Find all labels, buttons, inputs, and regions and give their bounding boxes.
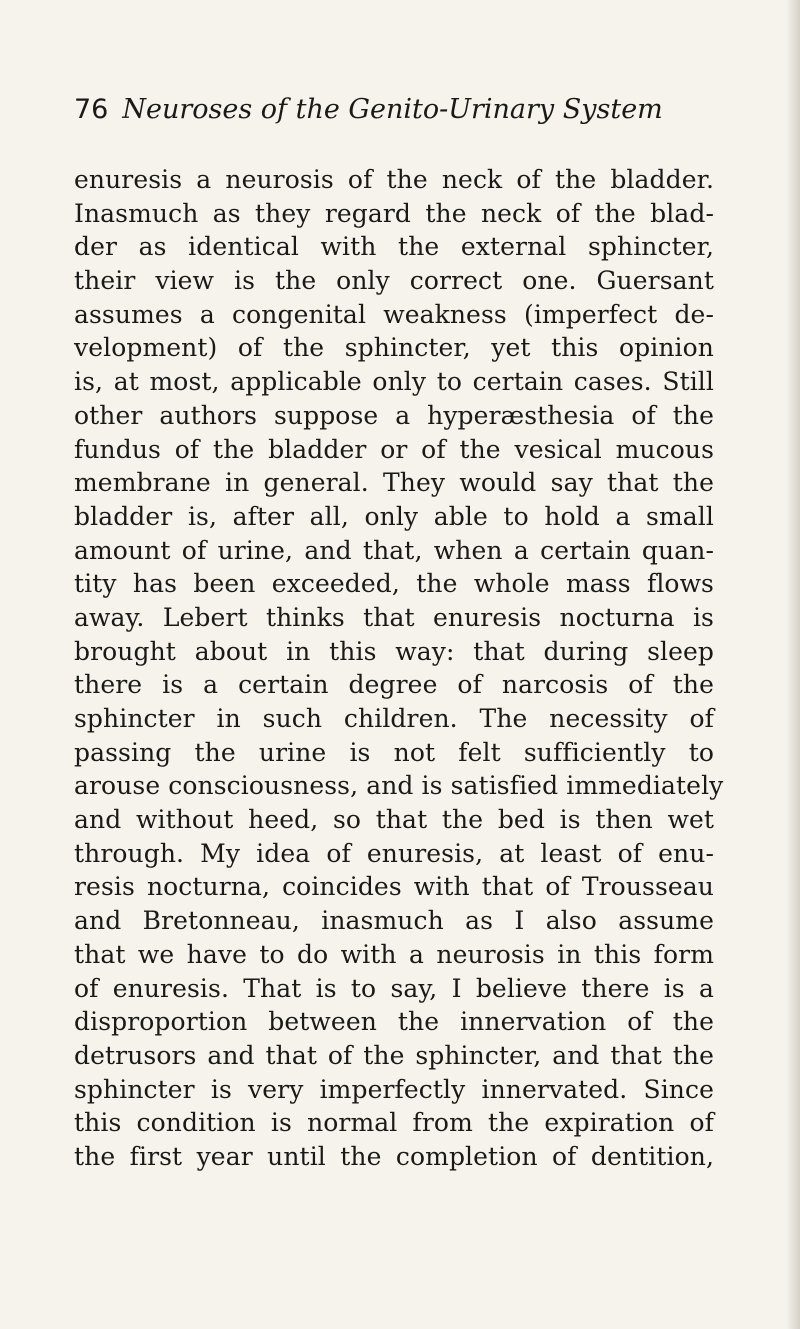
text-line: amount of urine, and that, when a certain quan- — [74, 535, 714, 565]
text-line: of enuresis. That is to say, I believe there is a — [74, 973, 714, 1003]
text-line: velopment) of the sphincter, yet this opinion — [74, 333, 714, 363]
text-line: membrane in general. They would say that the — [74, 468, 714, 498]
text-line: disproportion between the innervation of the — [74, 1007, 714, 1037]
text-line: passing the urine is not felt sufficiently to — [74, 737, 714, 767]
text-line: brought about in this way: that during sleep — [74, 636, 714, 666]
text-line: der as identical with the external sphincter, — [74, 232, 714, 262]
text-line: through. My idea of enuresis, at least of enu- — [74, 838, 714, 868]
text-line: and without heed, so that the bed is then wet — [74, 805, 714, 835]
running-title: Neuroses of the Genito-Urinary System — [122, 94, 663, 125]
page-number: 76 — [74, 94, 109, 125]
text-line: detrusors and that of the sphincter, and that the — [74, 1040, 714, 1070]
text-line: the first year until the completion of dentition, — [74, 1141, 714, 1171]
text-line: there is a certain degree of narcosis of the — [74, 670, 714, 700]
text-line: and Bretonneau, inasmuch as I also assume — [74, 906, 714, 936]
text-line: their view is the only correct one. Guersant — [74, 266, 714, 296]
text-line: sphincter is very imperfectly innervated. Since — [74, 1074, 714, 1104]
running-head — [74, 95, 663, 125]
text-line: other authors suppose a hyperæsthesia of the — [74, 400, 714, 430]
text-line: resis nocturna, coincides with that of Trousseau — [74, 872, 714, 902]
text-line: bladder is, after all, only able to hold a small — [74, 501, 714, 531]
text-line: that we have to do with a neurosis in this form — [74, 939, 714, 969]
text-line: enuresis a neurosis of the neck of the bladder. — [74, 165, 714, 194]
text-line: assumes a congenital weakness (imperfect de- — [74, 299, 714, 329]
text-line: arouse consciousness, and is satisfied immediately — [74, 771, 724, 801]
text-line: sphincter in such children. The necessity of — [74, 704, 714, 733]
page-edge-shadow — [786, 0, 800, 1329]
body-text — [74, 163, 724, 1174]
text-line: away. Lebert thinks that enuresis nocturna is — [74, 602, 714, 632]
text-line: this condition is normal from the expiration of — [74, 1108, 714, 1138]
text-line: fundus of the bladder or of the vesical mucous — [74, 434, 714, 464]
text-line: tity has been exceeded, the whole mass flows — [74, 569, 714, 599]
text-line: is, at most, applicable only to certain cases. Still — [74, 367, 714, 397]
text-line: Inasmuch as they regard the neck of the blad- — [74, 198, 714, 228]
